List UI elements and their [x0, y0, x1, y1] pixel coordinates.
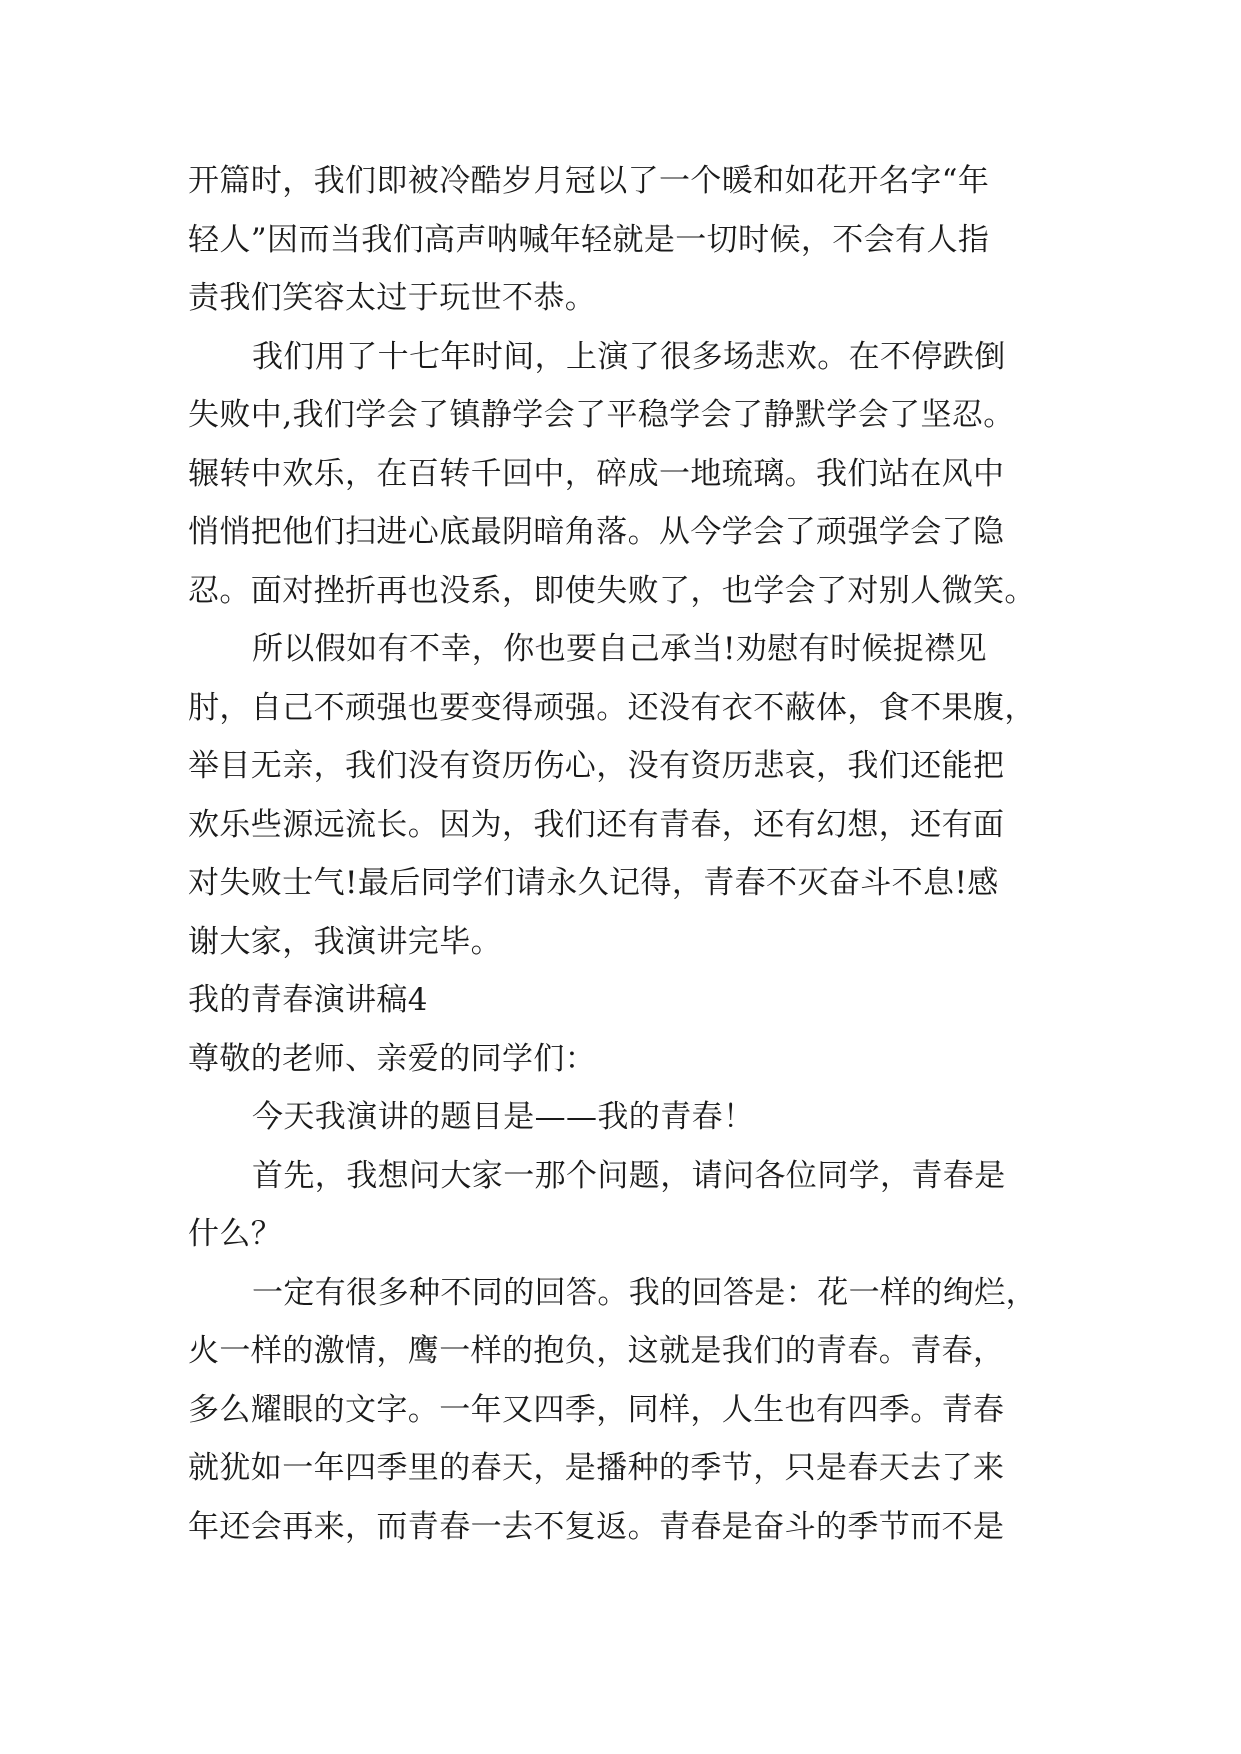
text-line: 谢大家，我演讲完毕。 — [188, 923, 502, 960]
text-line: 火一样的激情，鹰一样的抱负，这就是我们的青春。青春， — [188, 1333, 1005, 1369]
text-line: 什么？ — [188, 1216, 283, 1252]
text-line: 忍。面对挫折再也没系，即使失败了，也学会了对别人微笑。 — [188, 572, 1036, 609]
section-heading: 我的青春演讲稿4 — [188, 982, 428, 1018]
text-line: 开篇时，我们即被冷酷岁月冠以了一个暖和如花开名字“年 — [188, 163, 990, 199]
paragraph-start-line: 我们用了十七年时间，上演了很多场悲欢。在不停跌倒 — [252, 338, 1006, 375]
text-line: 悄悄把他们扫进心底最阴暗角落。从今学会了顽强学会了隐 — [188, 514, 1005, 550]
document-body — [188, 152, 1068, 1556]
text-line: 轻人”因而当我们高声呐喊年轻就是一切时候，不会有人指 — [188, 221, 990, 258]
text-line: 多么耀眼的文字。一年又四季，同样，人生也有四季。青春 — [188, 1391, 1005, 1428]
text-line: 举目无亲，我们没有资历伤心，没有资历悲哀，我们还能把 — [188, 748, 1005, 784]
text-line: 失败中,我们学会了镇静学会了平稳学会了静默学会了坚忍。 — [188, 397, 1015, 433]
text-line: 对失败士气!最后同学们请永久记得，青春不灭奋斗不息!感 — [188, 865, 999, 901]
text-line: 欢乐些源远流长。因为，我们还有青春，还有幻想，还有面 — [188, 806, 1005, 843]
text-line: 责我们笑容太过于玩世不恭。 — [188, 280, 597, 316]
paragraph-start-line: 一定有很多种不同的回答。我的回答是：花一样的绚烂， — [252, 1274, 1037, 1311]
text-line: 年还会再来，而青春一去不复返。青春是奋斗的季节而不是 — [188, 1508, 1005, 1545]
text-line: 肘，自己不顽强也要变得顽强。还没有衣不蔽体，食不果腹， — [188, 689, 1036, 726]
text-line: 就犹如一年四季里的春天，是播种的季节，只是春天去了来 — [188, 1450, 1005, 1486]
salutation-line: 尊敬的老师、亲爱的同学们： — [188, 1040, 597, 1077]
paragraph-start-line: 首先，我想问大家一那个问题，请问各位同学，青春是 — [252, 1157, 1006, 1194]
text-line: 辗转中欢乐，在百转千回中，碎成一地琉璃。我们站在风中 — [188, 455, 1005, 492]
paragraph-start-line: 今天我演讲的题目是——我的青春！ — [252, 1099, 755, 1135]
paragraph-start-line: 所以假如有不幸，你也要自己承当!劝慰有时候捉襟见 — [252, 631, 988, 667]
